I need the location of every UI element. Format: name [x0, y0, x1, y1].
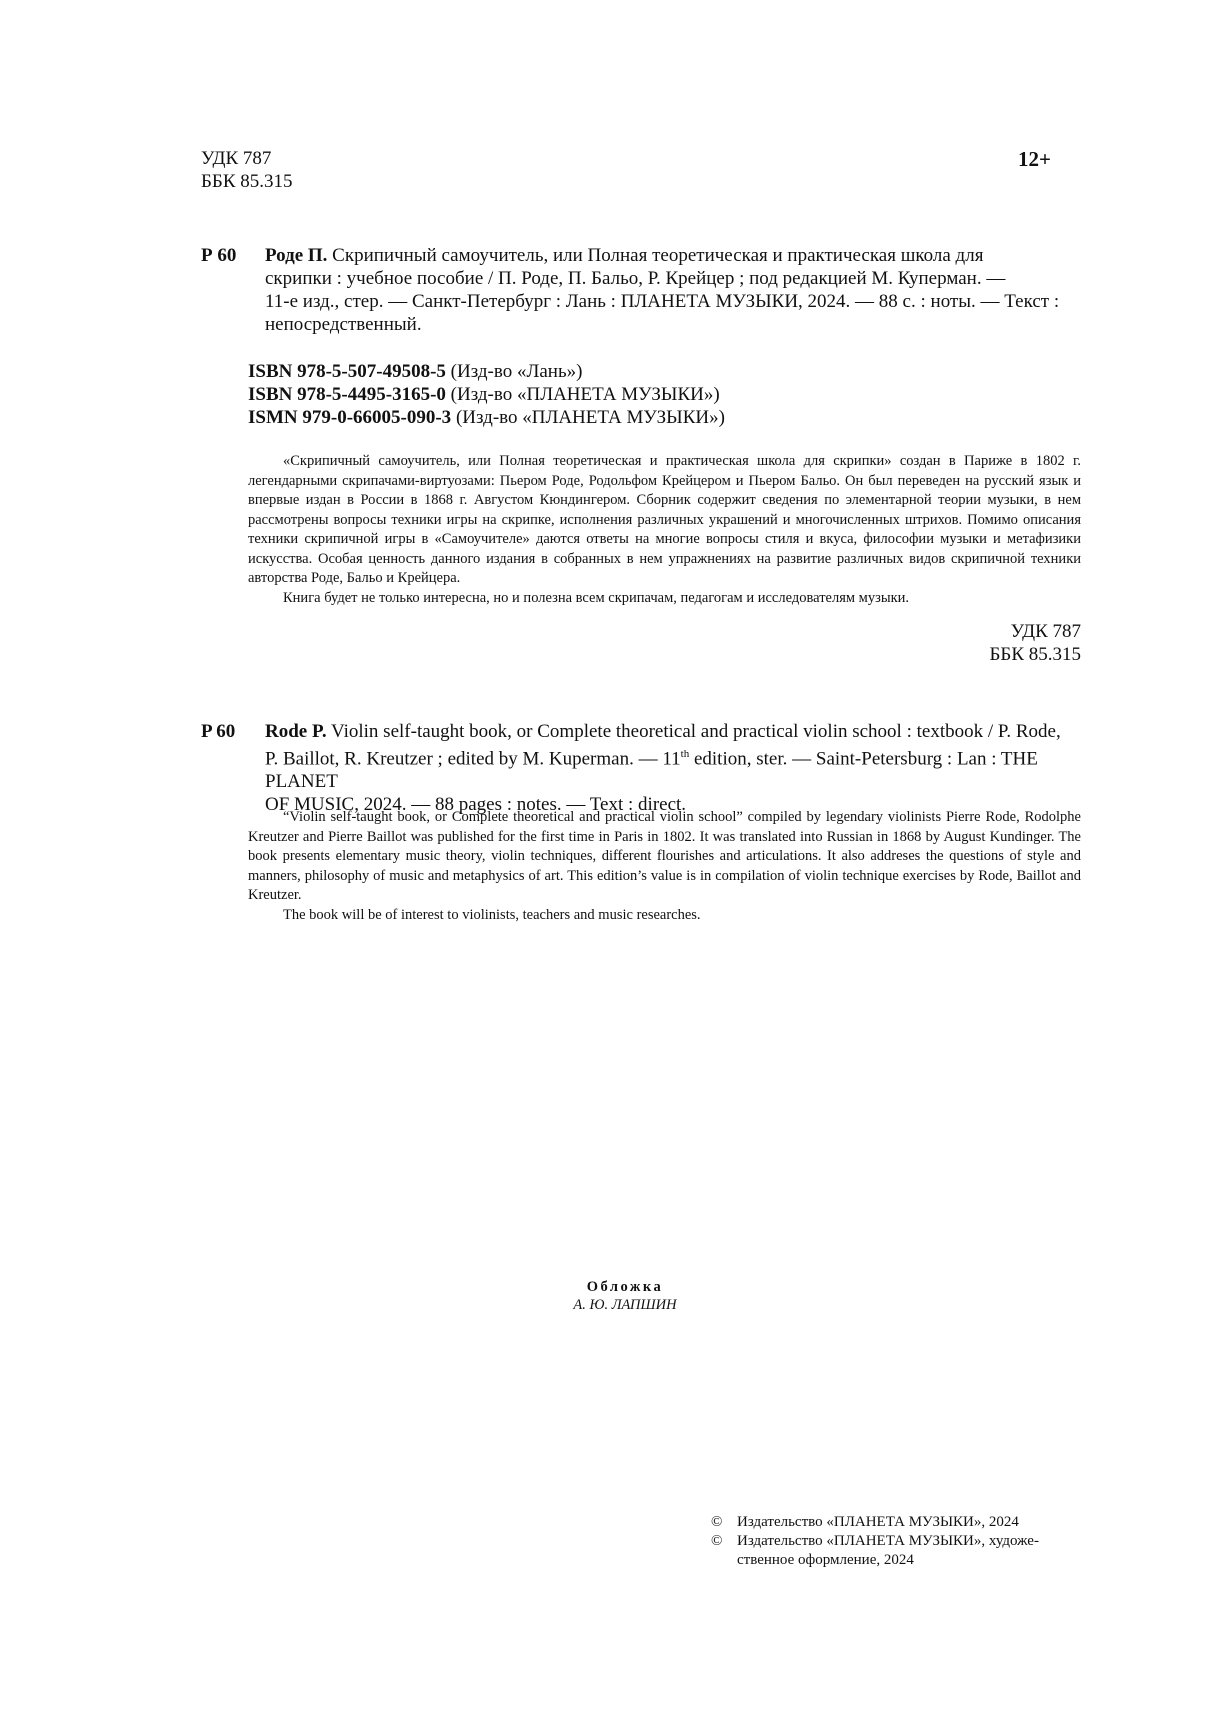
- isbn-publisher: (Изд-во «Лань»): [450, 361, 583, 382]
- ru-entry-line-3: 11-е изд., стер. — Санкт-Петербург : Лань : ПЛАНЕТА МУЗЫКИ, 2024. — 88 с. : ноты. — Текст :: [265, 291, 1060, 312]
- en-annotation: [248, 808, 1081, 925]
- ru-entry-line-2: скрипки : учебное пособие / П. Роде, П. Бальо, Р. Крейцер ; под редакцией М. Куперман. —: [265, 268, 1006, 289]
- en-author: Rode P.: [265, 721, 327, 742]
- ismn-publisher: (Изд-во «ПЛАНЕТА МУЗЫКИ»): [455, 407, 725, 428]
- en-entry-line-1: Violin self-taught book, or Complete theoretical and practical violin school : textbook / P. Rode,: [331, 721, 1061, 742]
- en-annotation-paragraph-2: The book will be of interest to violinists, teachers and music researches.: [283, 906, 701, 923]
- isbn-list: [248, 360, 725, 429]
- bbk-code: ББК 85.315: [201, 171, 293, 192]
- en-author-sign: P 60: [201, 721, 236, 742]
- udk-code: УДК 787: [201, 148, 272, 169]
- ismn-row: [248, 406, 725, 429]
- copyright-text-2a: Издательство «ПЛАНЕТА МУЗЫКИ», художе-: [737, 1533, 1039, 1549]
- isbn-publisher: (Изд-во «ПЛАНЕТА МУЗЫКИ»): [450, 384, 720, 405]
- isbn-number: ISBN 978-5-4495-3165-0: [248, 384, 446, 405]
- en-annotation-paragraph-1: “Violin self-taught book, or Complete theoretical and practical violin school” compiled by legendary violinists Pierre Rode, Rodolphe Kreutzer and Pierre Baillot was published for the first time in Paris in 1802. It was translated into Russian in 1868 by August Kundinger. The book presents elementary music theory, violin techniques, different flourishes and articulations. It also addreses the questions of style and manners, philosophy of music and metaphysics of art. This edition’s value is in compilation of violin technique exercises by Rode, Baillot and Kreutzer.: [248, 809, 1081, 903]
- isbn-row: [248, 360, 725, 383]
- ru-author: Роде П.: [265, 245, 328, 266]
- en-entry-line-3: OF MUSIC, 2024. — 88 pages : notes. — Text : direct.: [265, 794, 687, 816]
- en-entry-body: [265, 720, 1081, 816]
- copyright-text-2b: ственное оформление, 2024: [737, 1552, 914, 1568]
- copyright-text-2: [737, 1532, 1071, 1570]
- copyright-text-1: Издательство «ПЛАНЕТА МУЗЫКИ», 2024: [737, 1514, 1019, 1530]
- copyright-block: [711, 1513, 1071, 1570]
- copyright-row: [711, 1513, 1071, 1532]
- cover-heading: Обложка: [586, 1279, 664, 1295]
- ordinal-suffix: th: [680, 748, 690, 760]
- cover-designer: А. Ю. ЛАПШИН: [573, 1297, 677, 1313]
- age-rating: 12+: [1018, 147, 1051, 171]
- bbk-code-right: ББК 85.315: [989, 644, 1081, 665]
- ru-annotation-paragraph-1: «Скрипичный самоучитель, или Полная теоретическая и практическая школа для скрипки» создан в Париже в 1802 г. легендарными скрипачами-виртуозами: Пьером Роде, Родольфом Крейцером и Пьером Бальо. Он был переведен на русский язык и впервые издан в России в 1868 г. Августом Кюндингером. Сборник содержит сведения по элементарной теории музыки, в нем рассмотрены вопросы техники игры на скрипке, исполнения различных украшений и многочисленных штрихов. Помимо описания техники скрипичной игры в «Самоучителе» даются ответы на многие вопросы стиля и вкуса, философии музыки и метафизики искусства. Особая ценность данного издания в собранных в нем упражнениях на развитие различных видов скрипичной техники авторства Роде, Бальо и Крейцера.: [248, 453, 1081, 586]
- ru-author-sign: Р 60: [201, 245, 237, 266]
- en-entry-line-2: [265, 743, 1081, 793]
- classification-footer: [900, 620, 1081, 666]
- en-bibliographic-entry: [201, 720, 1081, 816]
- classification-header: [201, 147, 293, 193]
- copyright-icon: ©: [711, 1514, 723, 1530]
- en-entry-line-2a: P. Baillot, R. Kreutzer ; edited by M. Kuperman. — 11: [265, 748, 681, 770]
- ru-entry-line-1: Скрипичный самоучитель, или Полная теоретическая и практическая школа для: [332, 245, 984, 266]
- isbn-number: ISBN 978-5-507-49508-5: [248, 361, 446, 382]
- ru-annotation: [248, 452, 1081, 608]
- copyright-icon: ©: [711, 1533, 723, 1549]
- ru-bibliographic-entry: [201, 244, 1081, 336]
- udk-code-right: УДК 787: [1010, 621, 1081, 642]
- isbn-row: [248, 383, 725, 406]
- copyright-row: [711, 1532, 1071, 1570]
- cover-credit: [400, 1278, 850, 1314]
- ismn-number: ISMN 979-0-66005-090-3: [248, 407, 452, 428]
- ru-entry-line-4: непосредственный.: [265, 314, 422, 335]
- ru-annotation-paragraph-2: Книга будет не только интересна, но и полезна всем скрипачам, педагогам и исследователям музыки.: [283, 589, 909, 606]
- ru-entry-body: [265, 244, 1081, 336]
- en-entry-line-2b: edition, ster. — Saint-Petersburg : Lan : THE PLANET: [265, 748, 1038, 793]
